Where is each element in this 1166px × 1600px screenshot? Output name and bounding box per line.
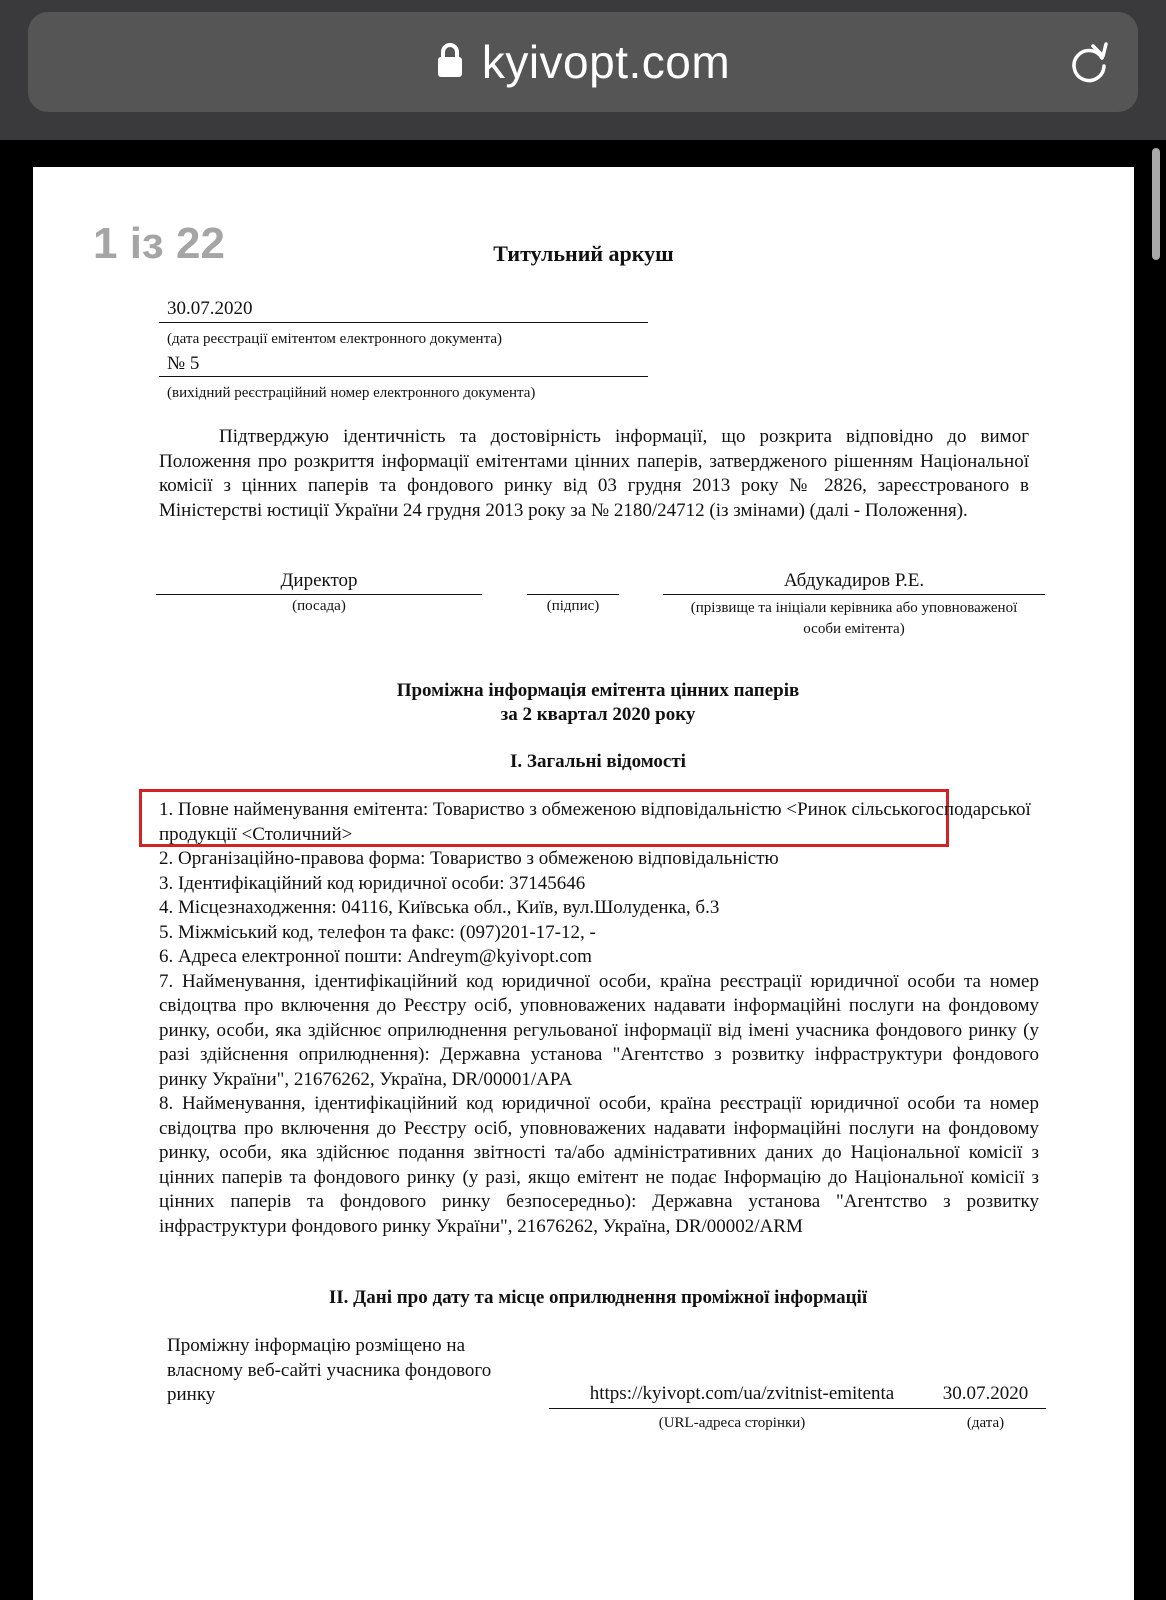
signature-caption: (підпис): [546, 598, 600, 614]
signatory-name-line: [663, 594, 1045, 595]
reload-icon[interactable]: [1066, 40, 1112, 86]
scrollbar-thumb[interactable]: [1152, 148, 1160, 260]
placement-text-line2: власному веб-сайті учасника фондового: [167, 1359, 492, 1381]
confirmation-paragraph: [159, 425, 1029, 523]
report-title: [33, 679, 1163, 727]
list-item: 3. Ідентифікаційний код юридичної особи: 37145646: [159, 872, 586, 894]
list-item: 7. Найменування, ідентифікаційний код юридичної особи, країна реєстрації юридичної особи та номер свідоцтва про включення до Реєстру осіб, уповноважених надавати інформаційні послуги на фондовому ринку, особи, яка здійснює оприлюднення регульованої інформації від імені учасника фондового ринку (у разі здійснення оприлюднення): Державна установа "Агентство з розвитку інфраструктури фондового ринку України", 21676262, Україна, DR/00001/APA: [159, 970, 1039, 1090]
section1-heading: I. Загальні відомості: [510, 751, 686, 772]
signature-line: [527, 594, 619, 595]
lock-icon: [436, 42, 464, 78]
signatory-name-caption: [623, 598, 1085, 640]
report-url-value: https://kyivopt.com/ua/zvitnist-emitenta: [589, 1383, 895, 1404]
position-value: Директор: [280, 570, 358, 591]
registration-date-line: [159, 322, 648, 323]
address-bar[interactable]: [28, 12, 1138, 112]
placement-text-line1: Проміжну інформацію розміщено на: [167, 1335, 466, 1356]
list-item: 8. Найменування, ідентифікаційний код юридичної особи, країна реєстрації юридичної особи та номер свідоцтва про включення до Реєстру осіб, уповноважених надавати інформаційні послуги на фондовому ринку, особи, яка здійснює подання звітності та/або адміністративних даних до Національної комісії з цінних паперів та фондового ринку (у разі, якщо емітент не подає Інформацію до Національної комісії з цінних паперів та фондового ринку безпосередньо): Державна установа "Агентство з розвитку інфраструктури фондового ринку України", 21676262, Україна, DR/00002/ARM: [159, 1093, 1039, 1237]
registration-number-value: № 5: [167, 353, 200, 374]
document-page: [33, 167, 1134, 1600]
list-item: 2. Організаційно-правова форма: Товариство з обмеженою відповідальністю: [159, 848, 779, 869]
report-url-caption: (URL-адреса сторінки): [658, 1415, 806, 1431]
general-info-list: [159, 798, 1039, 1239]
registration-number-caption: (вихідний реєстраційний номер електронного документа): [167, 385, 536, 401]
signatory-name-caption-line2: особи емітента): [803, 621, 905, 637]
publication-date-caption: (дата): [966, 1415, 1005, 1431]
list-item: 5. Міжміський код, телефон та факс: (097)201-17-12, -: [159, 921, 596, 943]
report-title-line1: Проміжна інформація емітента цінних паперів: [396, 680, 800, 701]
position-caption: (посада): [292, 598, 346, 614]
list-item: 4. Місцезнаходження: 04116, Київська обл., Київ, вул.Шолуденка, б.3: [159, 897, 720, 918]
placement-text: [167, 1334, 491, 1408]
signatory-name-value: Абдукадиров Р.Е.: [783, 570, 925, 591]
publication-date-value: 30.07.2020: [942, 1383, 1029, 1404]
list-item: 6. Адреса електронної пошти: Andreym@kyivopt.com: [159, 946, 592, 967]
section2-heading: II. Дані про дату та місце оприлюднення проміжної інформації: [328, 1287, 868, 1308]
confirmation-text: Підтверджую ідентичність та достовірність інформації, що розкрита відповідно до вимог Положення про розкриття інформації емітентами цінних паперів, затвердженого рішенням Національної комісії з цінних паперів та фондового ринку від 03 грудня 2013 року № 2826, зареєстрованого в Міністерстві юстиції України 24 грудня 2013 року за № 2180/24712 (із змінами) (далі - Положення).: [159, 426, 1029, 521]
address-bar-content: [28, 12, 1138, 112]
registration-date-caption: (дата реєстрації емітентом електронного документа): [167, 331, 502, 347]
browser-top-bar: [0, 0, 1166, 140]
url-date-line: [549, 1408, 1046, 1409]
list-item: 1. Повне найменування емітента: Товариство з обмеженою відповідальністю <Ринок сільськогосподарської продукції <Столичний>: [159, 799, 1031, 845]
document-title: Титульний аркуш: [493, 241, 674, 266]
signatory-name-caption-line1: (прізвище та ініціали керівника або уповноваженої: [690, 600, 1018, 616]
position-line: [156, 594, 482, 595]
registration-date-value: 30.07.2020: [167, 298, 253, 319]
registration-number-line: [159, 376, 648, 377]
url-text[interactable]: kyivopt.com: [481, 36, 731, 88]
placement-text-line3: ринку: [167, 1384, 216, 1405]
report-title-line2: за 2 квартал 2020 року: [500, 704, 696, 725]
page-counter: 1 із 22: [93, 219, 225, 268]
